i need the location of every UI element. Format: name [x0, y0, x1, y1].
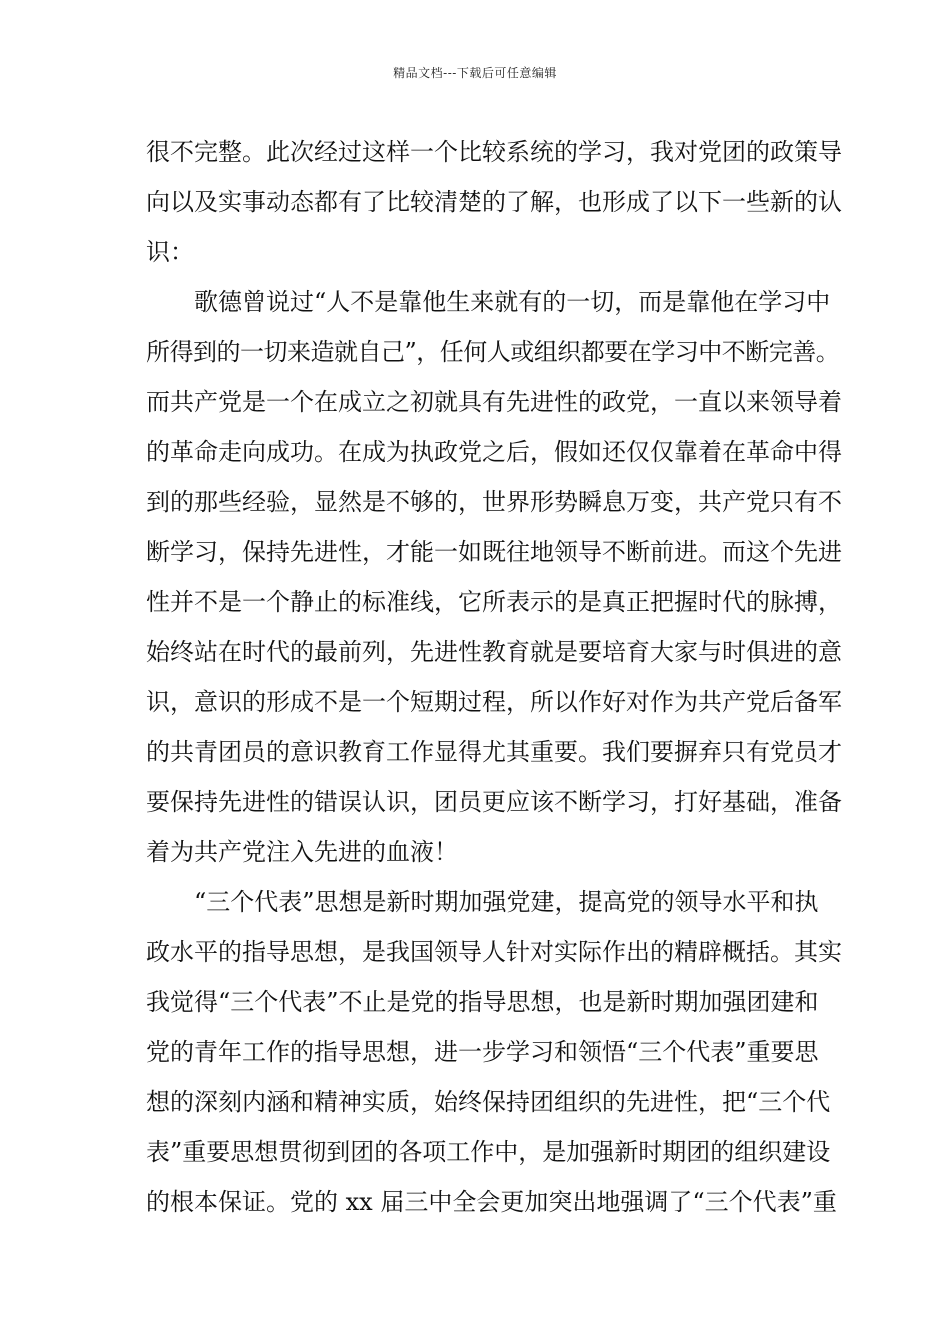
text-line: 断学习，保持先进性，才能一如既往地领导不断前进。而这个先进: [146, 538, 842, 566]
text-line: 想的深刻内涵和精神实质，始终保持团组织的先进性，把“三个代: [146, 1088, 831, 1116]
text-line: 很不完整。此次经过这样一个比较系统的学习，我对党团的政策导: [146, 138, 842, 166]
text-line: 党的青年工作的指导思想，进一步学习和领悟“三个代表”重要思: [146, 1038, 819, 1066]
text-line: 的根本保证。党的 xx 届三中全会更加突出地强调了“三个代表”重: [146, 1188, 837, 1216]
text-line: 的共青团员的意识教育工作显得尤其重要。我们要摒弃只有党员才: [146, 738, 842, 766]
paragraph-start-line: “三个代表”思想是新时期加强党建，提高党的领导水平和执: [194, 888, 819, 916]
text-line: 的革命走向成功。在成为执政党之后，假如还仅仅靠着在革命中得: [146, 438, 842, 466]
paragraph-start-line: 歌德曾说过“人不是靠他生来就有的一切，而是靠他在学习中: [194, 288, 831, 316]
text-line: 而共产党是一个在成立之初就具有先进性的政党，一直以来领导着: [146, 388, 842, 416]
text-line: 始终站在时代的最前列，先进性教育就是要培育大家与时俱进的意: [146, 638, 842, 666]
text-line: 所得到的一切来造就自己”，任何人或组织都要在学习中不断完善。: [146, 338, 840, 366]
text-line: 性并不是一个静止的标准线，它所表示的是真正把握时代的脉搏，: [146, 588, 842, 616]
document-body: [146, 132, 842, 1232]
text-line: 要保持先进性的错误认识，团员更应该不断学习，打好基础，准备: [146, 788, 842, 816]
text-line: 到的那些经验，显然是不够的，世界形势瞬息万变，共产党只有不: [146, 488, 842, 516]
text-line: 向以及实事动态都有了比较清楚的了解，也形成了以下一些新的认: [146, 188, 842, 216]
text-line: 表”重要思想贯彻到团的各项工作中，是加强新时期团的组织建设: [146, 1138, 831, 1166]
page-header: 精品文档---下载后可任意编辑: [393, 66, 557, 80]
text-line: 政水平的指导思想，是我国领导人针对实际作出的精辟概括。其实: [146, 938, 842, 966]
text-line: 我觉得“三个代表”不止是党的指导思想，也是新时期加强团建和: [146, 988, 819, 1016]
text-line: 着为共产党注入先进的血液！: [146, 838, 458, 866]
text-line: 识，意识的形成不是一个短期过程，所以作好对作为共产党后备军: [146, 688, 842, 716]
text-line: 识：: [146, 238, 194, 266]
